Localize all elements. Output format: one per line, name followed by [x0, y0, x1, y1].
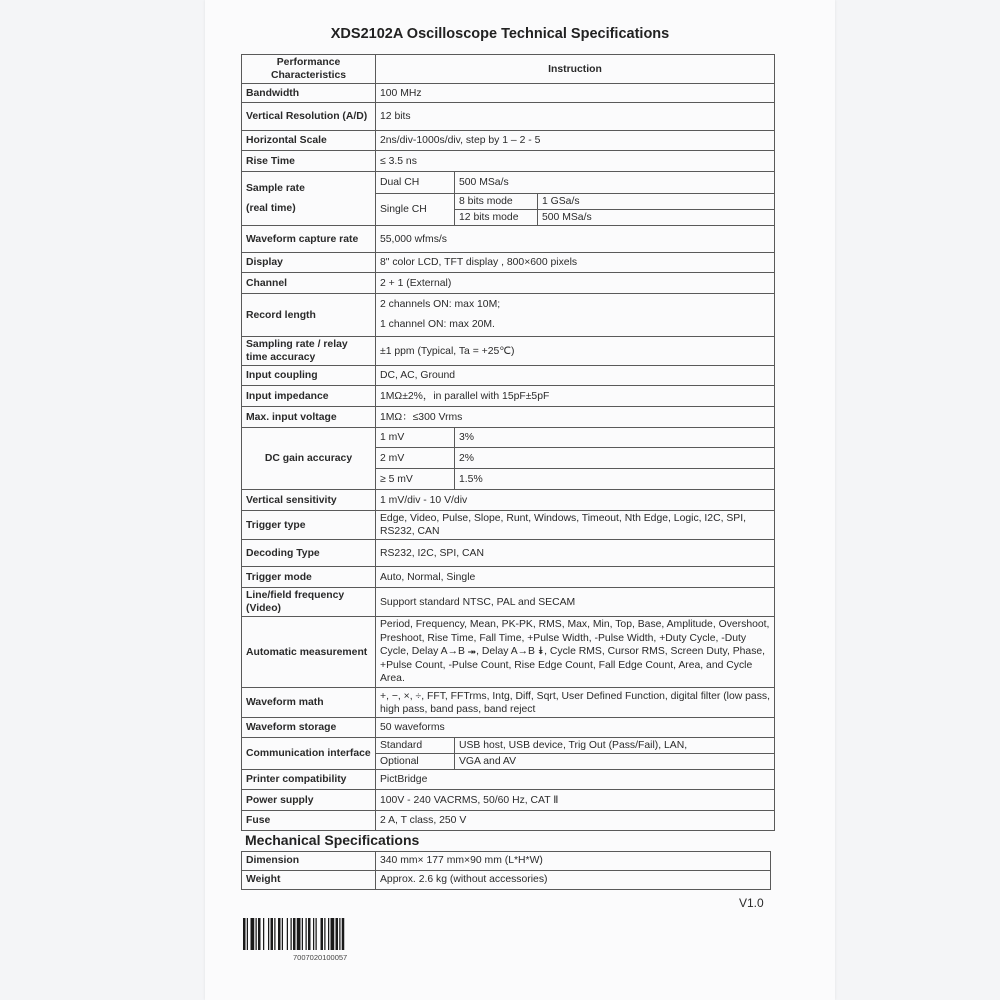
bits12-mode-value: 500 MSa/s	[538, 210, 775, 226]
row-label: Automatic measurement	[242, 617, 376, 688]
header-instruction: Instruction	[376, 55, 775, 84]
table-row	[242, 226, 775, 253]
row-label: Power supply	[242, 790, 376, 811]
dc-gain-range: 1 mV	[376, 428, 455, 448]
table-row	[242, 790, 775, 811]
row-value: 2 A, T class, 250 V	[376, 811, 775, 831]
table-row	[242, 617, 775, 688]
row-value: Support standard NTSC, PAL and SECAM	[376, 588, 775, 617]
table-row	[242, 852, 771, 871]
dc-gain-range: 2 mV	[376, 448, 455, 469]
dc-gain-label: DC gain accuracy	[242, 428, 376, 490]
bits8-mode-label: 8 bits mode	[455, 194, 538, 210]
dual-ch-value: 500 MSa/s	[455, 172, 775, 194]
comm-standard-label: Standard	[376, 738, 455, 754]
row-label: Bandwidth	[242, 84, 376, 103]
table-row	[242, 407, 775, 428]
row-value: 100 MHz	[376, 84, 775, 103]
sample-rate-label	[242, 172, 376, 226]
row-label: Max. input voltage	[242, 407, 376, 428]
record-line2: 1 channel ON: max 20M.	[380, 319, 495, 330]
table-row	[242, 811, 775, 831]
row-value: 1MΩ±2%，in parallel with 15pF±5pF	[376, 386, 775, 407]
barcode-number: 7007020100057	[293, 953, 348, 962]
row-value: 100V - 240 VACRMS, 50/60 Hz, CAT Ⅱ	[376, 790, 775, 811]
table-row	[242, 366, 775, 386]
single-ch-label: Single CH	[376, 194, 455, 226]
row-label: Record length	[242, 294, 376, 337]
weight-label: Weight	[242, 871, 376, 890]
row-label: Trigger type	[242, 511, 376, 540]
row-value: 1MΩ：≤300 Vrms	[376, 407, 775, 428]
table-row	[242, 151, 775, 172]
barcode-icon	[243, 918, 410, 950]
row-label: Input impedance	[242, 386, 376, 407]
sample-rate-label-line1: Sample rate	[246, 182, 305, 194]
table-row	[242, 294, 775, 337]
dc-gain-value: 3%	[455, 428, 775, 448]
table-row	[242, 567, 775, 588]
table-row	[242, 738, 775, 754]
table-header-row	[242, 55, 775, 84]
dimension-label: Dimension	[242, 852, 376, 871]
header-characteristics: Performance Characteristics	[242, 55, 376, 84]
table-row	[242, 588, 775, 617]
mechanical-specs-heading: Mechanical Specifications	[245, 832, 420, 848]
table-row	[242, 540, 775, 567]
weight-value: Approx. 2.6 kg (without accessories)	[376, 871, 771, 890]
dc-gain-value: 2%	[455, 448, 775, 469]
spec-table	[241, 54, 775, 831]
row-label: Decoding Type	[242, 540, 376, 567]
row-label: Trigger mode	[242, 567, 376, 588]
comm-label: Communication interface	[242, 738, 376, 770]
dc-gain-range: ≥ 5 mV	[376, 469, 455, 490]
dc-gain-value: 1.5%	[455, 469, 775, 490]
row-value: 8" color LCD, TFT display , 800×600 pixels	[376, 253, 775, 273]
table-row	[242, 172, 775, 194]
row-value: 2ns/div-1000s/div, step by 1 – 2 - 5	[376, 131, 775, 151]
row-label: Sampling rate / relay time accuracy	[242, 337, 376, 366]
table-row	[242, 253, 775, 273]
table-row	[242, 428, 775, 448]
row-value: 50 waveforms	[376, 718, 775, 738]
row-value: Auto, Normal, Single	[376, 567, 775, 588]
table-row	[242, 490, 775, 511]
table-row	[242, 688, 775, 718]
sample-rate-label-line2: (real time)	[246, 202, 296, 214]
comm-optional-value: VGA and AV	[455, 754, 775, 770]
table-row	[242, 511, 775, 540]
row-value	[376, 294, 775, 337]
row-value: Edge, Video, Pulse, Slope, Runt, Windows, Timeout, Nth Edge, Logic, I2C, SPI, RS232, CAN	[376, 511, 775, 540]
row-value: +, −, ×, ÷, FFT, FFTrms, Intg, Diff, Sqrt, User Defined Function, digital filter (low pass, high pass, band pass, band reject	[376, 688, 775, 718]
table-row	[242, 103, 775, 131]
table-row	[242, 131, 775, 151]
record-line1: 2 channels ON: max 10M;	[380, 299, 501, 310]
table-row	[242, 84, 775, 103]
row-label: Waveform storage	[242, 718, 376, 738]
row-label: Vertical sensitivity	[242, 490, 376, 511]
comm-standard-value: USB host, USB device, Trig Out (Pass/Fail), LAN,	[455, 738, 775, 754]
row-value: 55,000 wfms/s	[376, 226, 775, 253]
row-label: Waveform math	[242, 688, 376, 718]
row-label: Line/field frequency (Video)	[242, 588, 376, 617]
bits8-mode-value: 1 GSa/s	[538, 194, 775, 210]
row-label: Display	[242, 253, 376, 273]
table-row	[242, 273, 775, 294]
row-value: Period, Frequency, Mean, PK-PK, RMS, Max, Min, Top, Base, Amplitude, Overshoot, Preshoot, Rise Time, Fall Time, +Pulse Width, -Pulse Width, +Duty Cycle, -Duty Cycle, Delay A→B ⯮, Delay A→B ⯯, Cycle RMS, Cursor RMS, Screen Duty, Phase, +Pulse Count, -Pulse Count, Rise Edge Count, Fall Edge Count, Area, and Cycle Area.	[376, 617, 775, 688]
table-row	[242, 337, 775, 366]
row-label: Rise Time	[242, 151, 376, 172]
bits12-mode-label: 12 bits mode	[455, 210, 538, 226]
dimension-value: 340 mm× 177 mm×90 mm (L*H*W)	[376, 852, 771, 871]
row-value: ±1 ppm (Typical, Ta = +25℃)	[376, 337, 775, 366]
row-label: Waveform capture rate	[242, 226, 376, 253]
row-value: 12 bits	[376, 103, 775, 131]
row-value: RS232, I2C, SPI, CAN	[376, 540, 775, 567]
row-label: Channel	[242, 273, 376, 294]
row-label: Printer compatibility	[242, 770, 376, 790]
row-label: Vertical Resolution (A/D)	[242, 103, 376, 131]
row-value: PictBridge	[376, 770, 775, 790]
table-row	[242, 770, 775, 790]
row-label: Input coupling	[242, 366, 376, 386]
mechanical-table	[241, 851, 771, 890]
dual-ch-label: Dual CH	[376, 172, 455, 194]
row-value: 1 mV/div - 10 V/div	[376, 490, 775, 511]
row-value: DC, AC, Ground	[376, 366, 775, 386]
row-value: 2 + 1 (External)	[376, 273, 775, 294]
row-label: Horizontal Scale	[242, 131, 376, 151]
table-row	[242, 718, 775, 738]
version-label: V1.0	[739, 896, 764, 910]
table-row	[242, 871, 771, 890]
comm-optional-label: Optional	[376, 754, 455, 770]
document-title: XDS2102A Oscilloscope Technical Specifications	[330, 26, 670, 42]
table-row	[242, 386, 775, 407]
row-label: Fuse	[242, 811, 376, 831]
row-value: ≤ 3.5 ns	[376, 151, 775, 172]
